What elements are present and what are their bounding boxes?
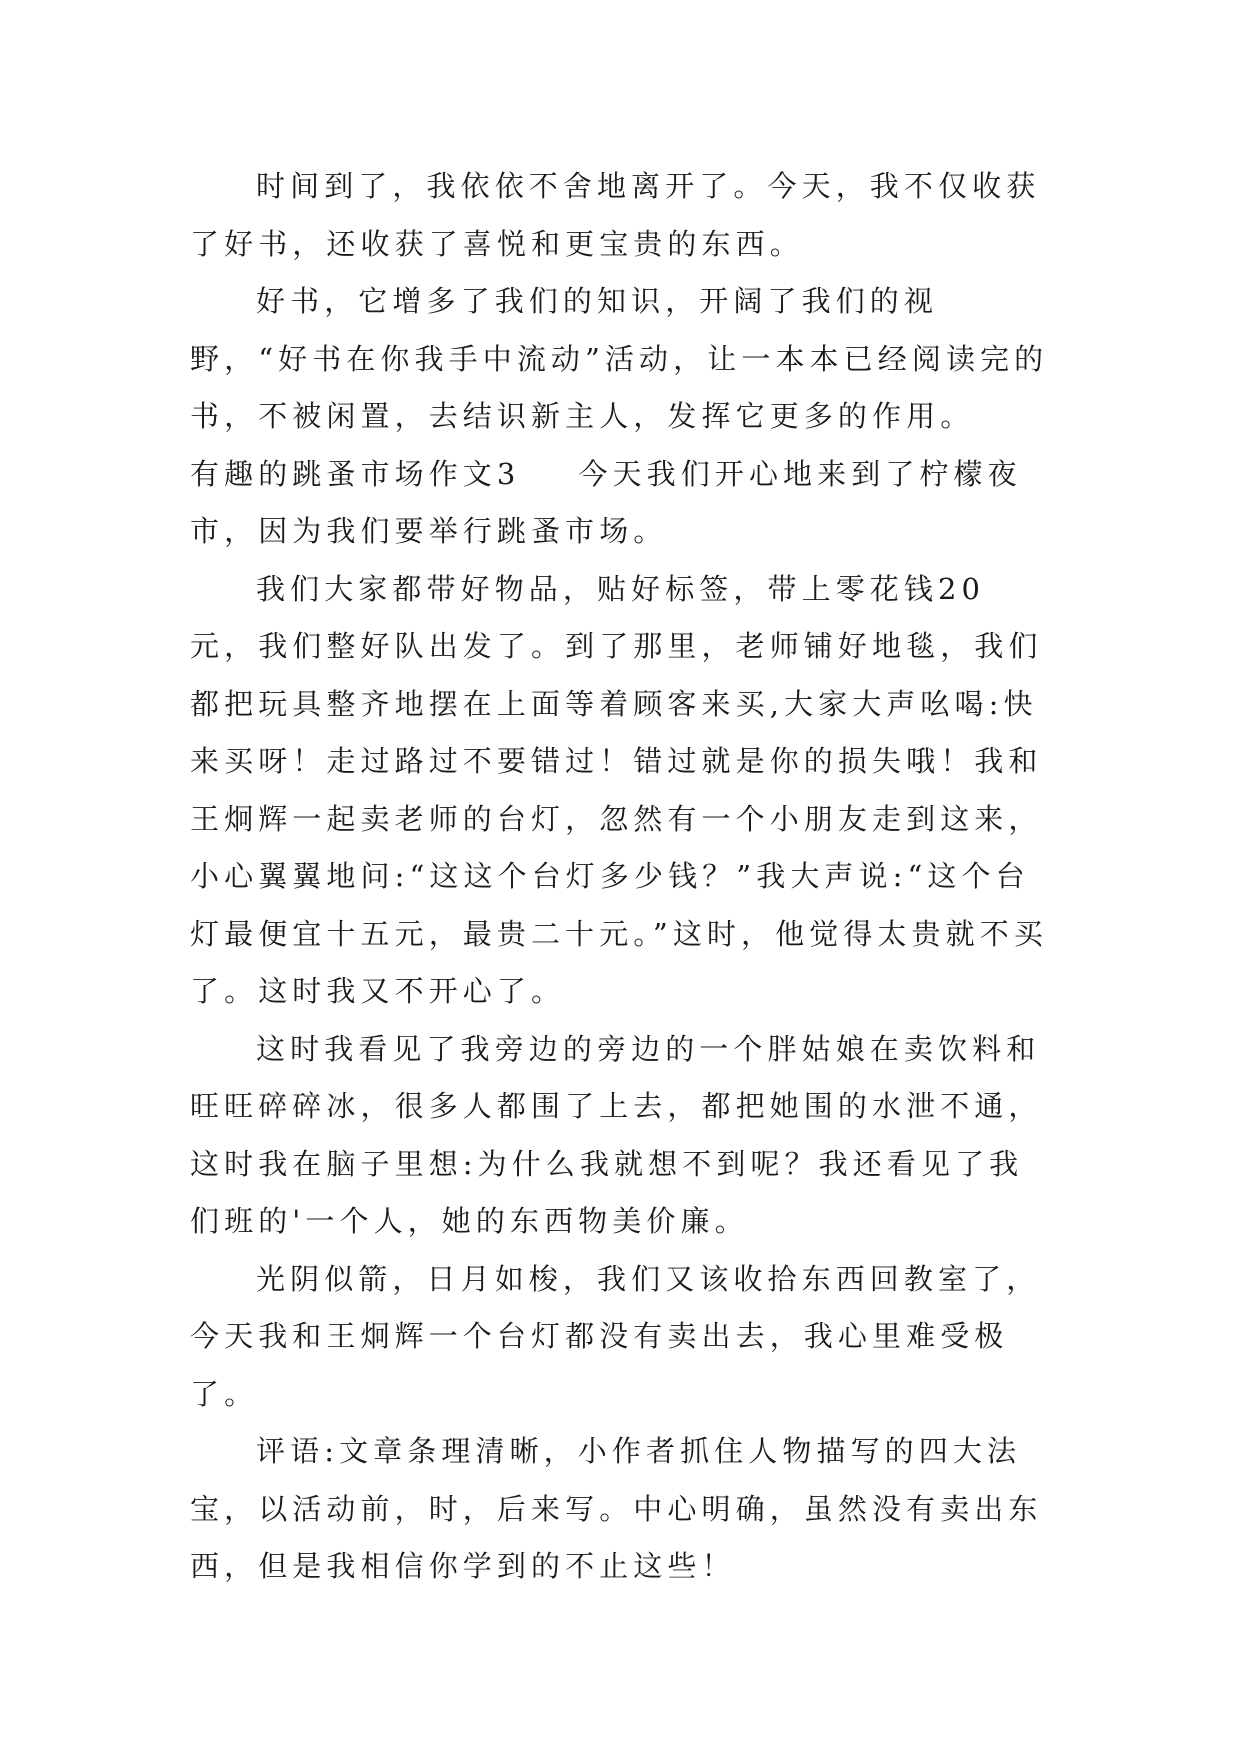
paragraph-teacher-comment: 评语:文章条理清晰，小作者抓住人物描写的四大法宝，以活动前，时，后来写。中心明确，虽然没有卖出东西，但是我相信你学到的不止这些！ [190, 1434, 1043, 1583]
paragraph-neighbor-stall: 这时我看见了我旁边的旁边的一个胖姑娘在卖饮料和旺旺碎碎冰，很多人都围了上去，都把她围的水泄不通，这时我在脑子里想:为什么我就想不到呢？我还看见了我们班的'一个人，她的东西物美价廉。 [190, 1031, 1043, 1238]
paragraph-time-up: 光阴似箭，日月如梭，我们又该收拾东西回教室了，今天我和王炯辉一个台灯都没有卖出去，我心里难受极了。 [190, 1261, 1041, 1411]
paragraph-departure: 时间到了，我依依不舍地离开了。今天，我不仅收获了好书，还收获了喜悦和更宝贵的东西。 [190, 169, 1041, 261]
paragraph-essay-3-intro [190, 446, 1050, 561]
essay-opening: 今天我们开心地来到了柠檬夜市，因为我们要举行跳蚤市场。 [190, 456, 1022, 548]
essay-title: 有趣的跳蚤市场作文3 [190, 456, 521, 491]
paragraph-market-setup: 我们大家都带好物品，贴好标签，带上零花钱20元，我们整好队出发了。到了那里，老师铺好地毯，我们都把玩具整齐地摆在上面等着顾客来买,大家大声吆喝:快来买呀！走过路过不要错过！错过就是你的损失哦！我和王炯辉一起卖老师的台灯，忽然有一个小朋友走到这来，小心翼翼地问:“这这个台灯多少钱？”我大声说:“这个台灯最便宜十五元，最贵二十元。”这时，他觉得太贵就不买了。这时我又不开心了。 [190, 571, 1048, 1008]
document-body [190, 158, 1050, 1596]
paragraph-good-books: 好书，它增多了我们的知识，开阔了我们的视野，“好书在你我手中流动”活动，让一本本已经阅读完的书，不被闲置，去结识新主人，发挥它更多的作用。 [190, 284, 1049, 433]
